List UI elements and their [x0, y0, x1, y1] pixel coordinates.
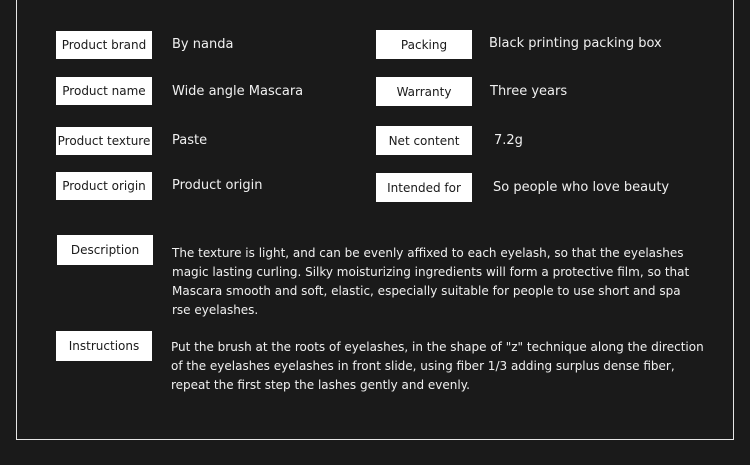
intended-for-value: So people who love beauty: [493, 180, 670, 195]
packing-value: Black printing packing box: [489, 36, 662, 51]
description-line: The texture is light, and can be evenly affixed to each eyelash, so that the eyelashes: [172, 246, 684, 260]
product-texture-label: Product texture: [56, 127, 152, 155]
description-line: rse eyelashes.: [172, 303, 259, 317]
product-origin-value: Product origin: [172, 178, 263, 193]
description-label: Description: [57, 235, 153, 265]
instructions-line: Put the brush at the roots of eyelashes, in the shape of "z" technique along the direction: [171, 340, 704, 354]
product-texture-value: Paste: [172, 133, 208, 148]
intended-for-label: Intended for: [376, 173, 472, 202]
instructions-line: of the eyelashes eyelashes in front slide, using fiber 1/3 adding surplus dense fiber,: [171, 359, 675, 373]
description-line: magic lasting curling. Silky moisturizing ingredients will form a protective film, so that: [172, 265, 690, 279]
warranty-label: Warranty: [376, 77, 472, 106]
instructions-text: [171, 338, 711, 395]
product-name-label: Product name: [56, 77, 152, 105]
instructions-line: repeat the first step the lashes gently and evenly.: [171, 378, 470, 392]
product-name-value: Wide angle Mascara: [172, 84, 304, 99]
net-content-label: Net content: [376, 126, 472, 155]
product-brand-label: Product brand: [56, 31, 152, 59]
description-line: Mascara smooth and soft, elastic, especially suitable for people to use short and spa: [172, 284, 681, 298]
product-origin-label: Product origin: [56, 172, 152, 200]
instructions-label: Instructions: [56, 331, 152, 361]
description-text: [172, 244, 712, 320]
packing-label: Packing: [376, 30, 472, 59]
product-brand-value: By nanda: [172, 37, 234, 52]
net-content-value: 7.2g: [494, 133, 523, 148]
warranty-value: Three years: [490, 84, 568, 99]
